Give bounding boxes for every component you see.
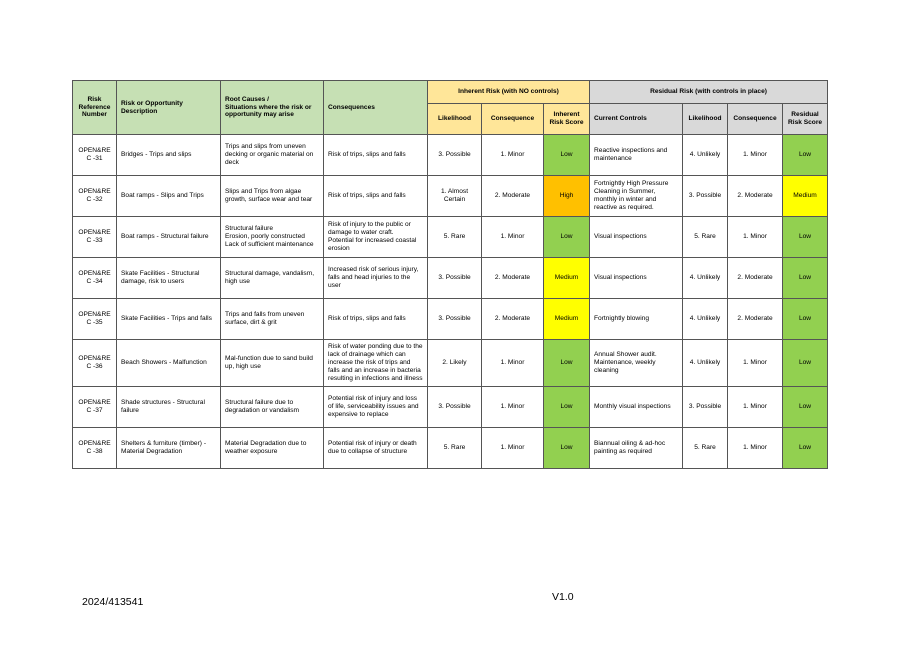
cell-inherent-consequence: 1. Minor bbox=[482, 340, 544, 387]
cell-risk: Shelters & furniture (timber) - Material Degradation bbox=[117, 428, 221, 469]
cell-residual-score: Low bbox=[783, 135, 828, 176]
cell-cause: Slips and Trips from algae growth, surface wear and tear bbox=[221, 176, 324, 217]
cell-cause: Mal-function due to sand build up, high use bbox=[221, 340, 324, 387]
table-row bbox=[73, 258, 828, 299]
header-residual-consequence: Consequence bbox=[728, 104, 783, 135]
cell-inherent-score: Medium bbox=[544, 299, 590, 340]
cell-residual-score: Low bbox=[783, 217, 828, 258]
cell-controls: Biannual oiling & ad-hoc painting as required bbox=[590, 428, 683, 469]
cell-residual-likelihood: 4. Unlikely bbox=[683, 258, 728, 299]
cell-residual-likelihood: 5. Rare bbox=[683, 428, 728, 469]
cell-residual-consequence: 1. Minor bbox=[728, 340, 783, 387]
cell-residual-likelihood: 5. Rare bbox=[683, 217, 728, 258]
cell-controls: Visual inspections bbox=[590, 258, 683, 299]
cell-inherent-consequence: 2. Moderate bbox=[482, 299, 544, 340]
cell-residual-score: Low bbox=[783, 299, 828, 340]
cell-ref: OPEN&RE C -32 bbox=[73, 176, 117, 217]
header-consequences: Consequences bbox=[324, 81, 428, 135]
table-row bbox=[73, 428, 828, 469]
cell-residual-score: Low bbox=[783, 258, 828, 299]
cell-risk: Skate Facilities - Structural damage, risk to users bbox=[117, 258, 221, 299]
cell-residual-score: Low bbox=[783, 428, 828, 469]
cell-inherent-likelihood: 2. Likely bbox=[428, 340, 482, 387]
cell-cause: Material Degradation due to weather exposure bbox=[221, 428, 324, 469]
header-inherent-risk-group: Inherent Risk (with NO controls) bbox=[428, 81, 590, 104]
cell-inherent-likelihood: 5. Rare bbox=[428, 428, 482, 469]
cell-residual-consequence: 2. Moderate bbox=[728, 258, 783, 299]
cell-residual-likelihood: 4. Unlikely bbox=[683, 299, 728, 340]
cell-controls: Visual inspections bbox=[590, 217, 683, 258]
cell-ref: OPEN&RE C -34 bbox=[73, 258, 117, 299]
cell-residual-score: Low bbox=[783, 340, 828, 387]
cell-residual-score: Low bbox=[783, 387, 828, 428]
cell-inherent-likelihood: 3. Possible bbox=[428, 299, 482, 340]
cell-inherent-score: Low bbox=[544, 387, 590, 428]
cell-risk: Boat ramps - Structural failure bbox=[117, 217, 221, 258]
cell-risk: Beach Showers - Malfunction bbox=[117, 340, 221, 387]
cell-inherent-likelihood: 1. Almost Certain bbox=[428, 176, 482, 217]
cell-residual-consequence: 2. Moderate bbox=[728, 299, 783, 340]
cell-risk: Boat ramps - Slips and Trips bbox=[117, 176, 221, 217]
cell-inherent-consequence: 1. Minor bbox=[482, 387, 544, 428]
cell-residual-score: Medium bbox=[783, 176, 828, 217]
document-number: 2024/413541 bbox=[82, 596, 144, 608]
header-residual-risk-group: Residual Risk (with controls in place) bbox=[590, 81, 828, 104]
risk-register-table bbox=[72, 80, 828, 469]
cell-inherent-likelihood: 5. Rare bbox=[428, 217, 482, 258]
cell-cause: Trips and slips from uneven decking or organic material on deck bbox=[221, 135, 324, 176]
cell-consequence: Potential risk of injury and loss of life, serviceability issues and expensive to replace bbox=[324, 387, 428, 428]
header-inherent-risk-score: Inherent Risk Score bbox=[544, 104, 590, 135]
cell-residual-likelihood: 4. Unlikely bbox=[683, 340, 728, 387]
header-inherent-consequence: Consequence bbox=[482, 104, 544, 135]
table-row bbox=[73, 387, 828, 428]
header-residual-likelihood: Likelihood bbox=[683, 104, 728, 135]
cell-residual-likelihood: 3. Possible bbox=[683, 387, 728, 428]
table-row bbox=[73, 340, 828, 387]
cell-inherent-likelihood: 3. Possible bbox=[428, 258, 482, 299]
cell-ref: OPEN&RE C -36 bbox=[73, 340, 117, 387]
cell-cause: Structural damage, vandalism, high use bbox=[221, 258, 324, 299]
table-row bbox=[73, 176, 828, 217]
cell-inherent-likelihood: 3. Possible bbox=[428, 135, 482, 176]
cell-risk: Shade structures - Structural failure bbox=[117, 387, 221, 428]
cell-residual-consequence: 1. Minor bbox=[728, 135, 783, 176]
cell-residual-consequence: 1. Minor bbox=[728, 217, 783, 258]
header-root-causes bbox=[221, 81, 324, 135]
cell-inherent-score: Low bbox=[544, 340, 590, 387]
cell-controls: Fortnightly blowing bbox=[590, 299, 683, 340]
cell-residual-likelihood: 3. Possible bbox=[683, 176, 728, 217]
cell-inherent-score: Medium bbox=[544, 258, 590, 299]
cell-inherent-score: Low bbox=[544, 428, 590, 469]
cell-ref: OPEN&RE C -31 bbox=[73, 135, 117, 176]
cell-inherent-consequence: 2. Moderate bbox=[482, 258, 544, 299]
cell-risk: Bridges - Trips and slips bbox=[117, 135, 221, 176]
cell-ref: OPEN&RE C -33 bbox=[73, 217, 117, 258]
header-root-causes-line2: Situations where the risk or opportunity may arise bbox=[225, 103, 312, 119]
header-risk-reference-number: Risk Reference Number bbox=[73, 81, 117, 135]
cell-inherent-consequence: 1. Minor bbox=[482, 217, 544, 258]
cell-consequence: Risk of injury to the public or damage to water craft. Potential for increased coastal erosion bbox=[324, 217, 428, 258]
header-risk-description: Risk or Opportunity Description bbox=[117, 81, 221, 135]
cell-controls: Fortnightly High Pressure Cleaning in Summer, monthly in winter and reactive as required. bbox=[590, 176, 683, 217]
cell-ref: OPEN&RE C -38 bbox=[73, 428, 117, 469]
cell-controls: Reactive inspections and maintenance bbox=[590, 135, 683, 176]
cell-cause: Structural failure Erosion, poorly constructed Lack of sufficient maintenance bbox=[221, 217, 324, 258]
cell-consequence: Risk of trips, slips and falls bbox=[324, 299, 428, 340]
cell-cause: Trips and falls from uneven surface, dirt & grit bbox=[221, 299, 324, 340]
cell-consequence: Risk of trips, slips and falls bbox=[324, 135, 428, 176]
cell-consequence: Risk of water ponding due to the lack of drainage which can increase the risk of trips and falls and an increase in bacteria resulting in infections and illness bbox=[324, 340, 428, 387]
cell-residual-consequence: 1. Minor bbox=[728, 428, 783, 469]
header-residual-risk-score: Residual Risk Score bbox=[783, 104, 828, 135]
cell-consequence: Potential risk of injury or death due to collapse of structure bbox=[324, 428, 428, 469]
cell-inherent-consequence: 1. Minor bbox=[482, 428, 544, 469]
cell-residual-likelihood: 4. Unlikely bbox=[683, 135, 728, 176]
header-current-controls: Current Controls bbox=[590, 104, 683, 135]
header-root-causes-line1: Root Causes / bbox=[225, 95, 269, 103]
cell-consequence: Risk of trips, slips and falls bbox=[324, 176, 428, 217]
table-row bbox=[73, 299, 828, 340]
cell-risk: Skate Facilities - Trips and falls bbox=[117, 299, 221, 340]
table-row bbox=[73, 135, 828, 176]
cell-cause: Structural failure due to degradation or vandalism bbox=[221, 387, 324, 428]
cell-controls: Monthly visual inspections bbox=[590, 387, 683, 428]
document-version: V1.0 bbox=[552, 591, 574, 603]
cell-ref: OPEN&RE C -35 bbox=[73, 299, 117, 340]
cell-controls: Annual Shower audit. Maintenance, weekly cleaning bbox=[590, 340, 683, 387]
cell-residual-consequence: 1. Minor bbox=[728, 387, 783, 428]
cell-inherent-score: High bbox=[544, 176, 590, 217]
cell-inherent-consequence: 1. Minor bbox=[482, 135, 544, 176]
cell-residual-consequence: 2. Moderate bbox=[728, 176, 783, 217]
cell-inherent-score: Low bbox=[544, 135, 590, 176]
table-row bbox=[73, 217, 828, 258]
cell-consequence: Increased risk of serious injury, falls and head injuries to the user bbox=[324, 258, 428, 299]
cell-inherent-score: Low bbox=[544, 217, 590, 258]
header-inherent-likelihood: Likelihood bbox=[428, 104, 482, 135]
cell-inherent-likelihood: 3. Possible bbox=[428, 387, 482, 428]
cell-ref: OPEN&RE C -37 bbox=[73, 387, 117, 428]
cell-inherent-consequence: 2. Moderate bbox=[482, 176, 544, 217]
